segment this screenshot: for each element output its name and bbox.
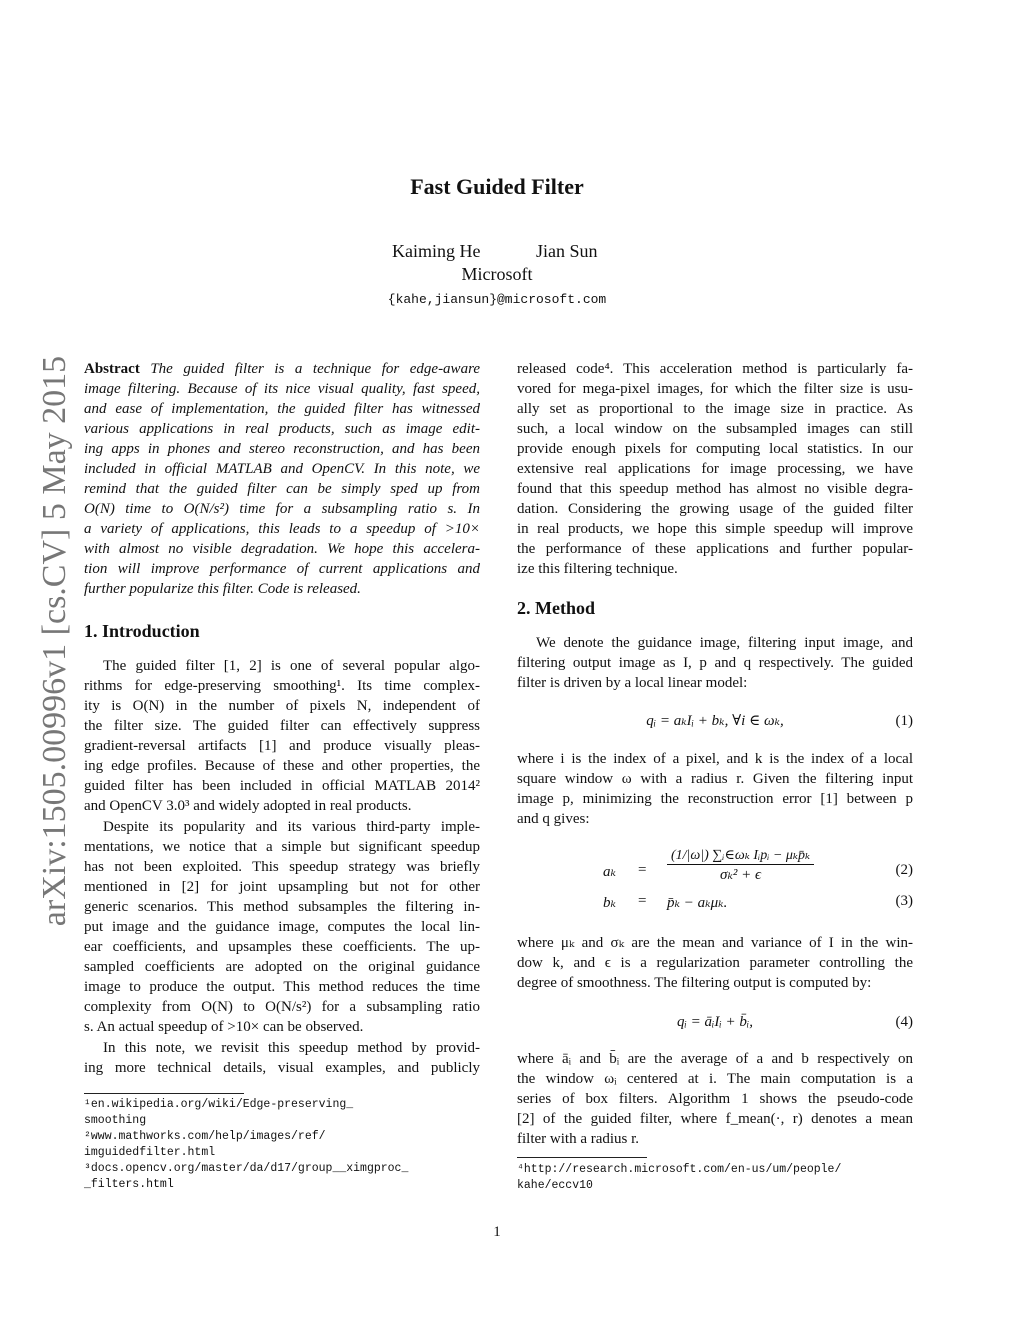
text-line: Despite its popularity and its various third-party imple-	[103, 819, 480, 835]
text-line: released code⁴. This acceleration method is particularly fa-	[517, 361, 913, 377]
text-line: O(N) time to O(N/s²) time for a subsampling ratio s. In	[84, 501, 480, 517]
footnote-rule	[84, 1093, 244, 1094]
text-line: provide enough pixels for computing local statistics. In our	[517, 441, 913, 457]
text-line: ity is O(N) in the number of pixels N, independent of	[84, 698, 480, 714]
paragraph	[517, 749, 913, 829]
paragraph	[84, 656, 480, 816]
text-line: image p, minimizing the reconstruction error [1] between p	[517, 791, 913, 807]
text-line: image filtering. Because of its nice visual quality, fast speed,	[84, 381, 480, 397]
footnote-line: ⁴http://research.microsoft.com/en-us/um/people/	[517, 1163, 842, 1176]
text-line: a variety of applications, this leads to a speedup of >10×	[84, 521, 480, 537]
equation-1	[517, 709, 913, 733]
text-line: ize this filtering technique.	[517, 561, 678, 577]
text-line: ing edge profiles. Because of these and other properties, the	[84, 758, 480, 774]
equation-4	[517, 1010, 913, 1034]
footnote-line: smoothing	[84, 1114, 147, 1127]
footnote-line: kahe/eccv10	[517, 1179, 593, 1192]
fraction-denominator: σₖ² + ϵ	[720, 867, 762, 883]
text-line: mentioned in [2] for joint upsampling but not for other	[84, 879, 480, 895]
text-line: remind that the guided filter can be simply sped up from	[84, 481, 480, 497]
footnote-line: imguidedfilter.html	[84, 1146, 216, 1159]
author-name: Jian Sun	[536, 241, 598, 261]
text-line: sampled coefficients are adopted on the original guidance	[84, 959, 480, 975]
footnote-line: ²www.mathworks.com/help/images/ref/	[84, 1130, 326, 1143]
text-line: generic scenarios. This method subsamples the filtering in-	[84, 899, 480, 915]
text-line: In this note, we revisit this speedup method by provid-	[103, 1040, 480, 1056]
footnote-line: _filters.html	[84, 1178, 174, 1191]
text-line: such, a local window on the subsampled images can still	[517, 421, 913, 437]
text-line: guided filter has been included in official MATLAB 2014²	[84, 778, 480, 794]
text-line: filtering output image as I, p and q respectively. The guided	[517, 655, 913, 671]
equation-number: (2)	[895, 862, 913, 878]
text-span: The guided filter is a technique for edge-aware	[150, 361, 481, 377]
text-line: and OpenCV 3.0³ and widely adopted in real products.	[84, 798, 412, 814]
text-line: mentations, we notice that a simple but significant speedup	[84, 839, 480, 855]
equation-equals: =	[638, 893, 647, 909]
text-line: extensive real applications for image processing, we have	[517, 461, 913, 477]
text-line: series of box filters. Algorithm 1 shows the pseudo-code	[517, 1091, 913, 1107]
text-line: vored for mega-pixel images, for which the filter size is usu-	[517, 381, 913, 397]
text-line: filter with a radius r.	[517, 1131, 640, 1147]
text-line: has not been exploited. This speedup strategy was briefly	[84, 859, 480, 875]
text-line: s. An actual speedup of >10× can be observed.	[84, 1019, 364, 1035]
equation-2	[517, 845, 913, 895]
equation-number: (3)	[895, 893, 913, 909]
paragraph	[84, 817, 480, 1037]
text-line: dow k, and ϵ is a regularization parameter controlling the	[517, 955, 913, 971]
equation-equals: =	[638, 862, 647, 878]
text-line: the performance of these applications and further popular-	[517, 541, 913, 557]
paragraph	[517, 1049, 913, 1149]
footnote-line: ³docs.opencv.org/master/da/d17/group__ximgproc_	[84, 1162, 409, 1175]
footnotes	[84, 1097, 408, 1193]
text-line: tion will improve performance of current applications and	[84, 561, 480, 577]
text-line: ing more technical details, visual examples, and publicly	[84, 1060, 480, 1076]
text-line: complexity from O(N) to O(N/s²) for a subsampling ratio	[84, 999, 480, 1015]
text-line: gradient-reversal artifacts [1] and produce visually pleas-	[84, 738, 480, 754]
equation-math: qᵢ = aₖIᵢ + bₖ, ∀i ∈ ωₖ,	[646, 713, 784, 729]
affiliation: Microsoft	[461, 264, 533, 284]
text-line: where μₖ and σₖ are the mean and variance of I in the win-	[517, 935, 913, 951]
text-line: and ease of implementation, the guided filter has witnessed	[84, 401, 480, 417]
fraction-numerator: (1/|ω|) ∑ᵢ∈ωₖ Iᵢpᵢ − μₖp̄ₖ	[667, 847, 814, 865]
arxiv-stamp: arXiv:1505.00996v1 [cs.CV] 5 May 2015	[36, 355, 73, 927]
text-line: square window ω with a radius r. Given the filtering input	[517, 771, 913, 787]
text-line: dation. Considering the growing usage of the guided filter	[517, 501, 913, 517]
text-line: where āᵢ and b̄ᵢ are the average of a and b respectively on	[517, 1051, 913, 1067]
section-heading: 2. Method	[517, 598, 595, 618]
text-line: ing apps in phones and stereo reconstruction, and has been	[84, 441, 480, 457]
text-line: degree of smoothness. The filtering output is computed by:	[517, 975, 872, 991]
equation-3	[517, 893, 913, 915]
equation-number: (4)	[895, 1014, 913, 1030]
text-line: the filter size. The guided filter can effectively suppress	[84, 718, 480, 734]
paragraph	[517, 933, 913, 993]
text-line: ear coefficients, and upsamples these coefficients. The up-	[84, 939, 480, 955]
paper-title: Fast Guided Filter	[410, 174, 584, 199]
text-line: with almost no visible degradation. We hope this accelera-	[84, 541, 480, 557]
footnote-rule	[517, 1157, 647, 1158]
text-line: ally set as proportional to the image size in practice. As	[517, 401, 913, 417]
text-line: We denote the guidance image, filtering input image, and	[536, 635, 913, 651]
text-line: where i is the index of a pixel, and k is the index of a local	[517, 751, 913, 767]
text-line: various applications in real products, such as image edit-	[84, 421, 480, 437]
text-line	[84, 359, 480, 379]
author-name: Kaiming He	[392, 241, 481, 261]
text-line: in real products, we hope this simple speedup will improve	[517, 521, 913, 537]
text-line: rithms for edge-preserving smoothing¹. Its time complex-	[84, 678, 480, 694]
paragraph	[517, 633, 913, 693]
text-line: put image and the guidance image, computes the local lin-	[84, 919, 480, 935]
abstract	[84, 359, 480, 599]
footnotes	[517, 1162, 841, 1194]
text-line: filter is driven by a local linear model:	[517, 675, 748, 691]
equation-rhs: p̄ₖ − aₖμₖ.	[667, 895, 728, 911]
text-line: included in official MATLAB and OpenCV. In this note, we	[84, 461, 480, 477]
equation-math: qᵢ = āᵢIᵢ + b̄ᵢ,	[677, 1014, 753, 1030]
text-line: further popularize this filter. Code is released.	[84, 581, 361, 597]
footnote-line: ¹en.wikipedia.org/wiki/Edge-preserving_	[84, 1098, 354, 1111]
author-email: {kahe,jiansun}@microsoft.com	[387, 292, 607, 307]
equation-lhs: bₖ	[603, 895, 616, 911]
abstract-label: Abstract	[84, 361, 140, 377]
paragraph	[84, 1038, 480, 1078]
section-heading: 1. Introduction	[84, 621, 200, 641]
text-line: the window ωᵢ centered at i. The main computation is a	[517, 1071, 913, 1087]
text-line: and q gives:	[517, 811, 590, 827]
equation-number: (1)	[895, 713, 913, 729]
text-line: found that this speedup method has almost no visible degra-	[517, 481, 913, 497]
page-number: 1	[493, 1224, 501, 1240]
paragraph	[517, 359, 913, 579]
text-line: image to produce the output. This method reduces the time	[84, 979, 480, 995]
text-line: The guided filter [1, 2] is one of several popular algo-	[103, 658, 480, 674]
text-line: [2] of the guided filter, where f_mean(·, r) denotes a mean	[517, 1111, 913, 1127]
equation-lhs: aₖ	[603, 864, 616, 880]
